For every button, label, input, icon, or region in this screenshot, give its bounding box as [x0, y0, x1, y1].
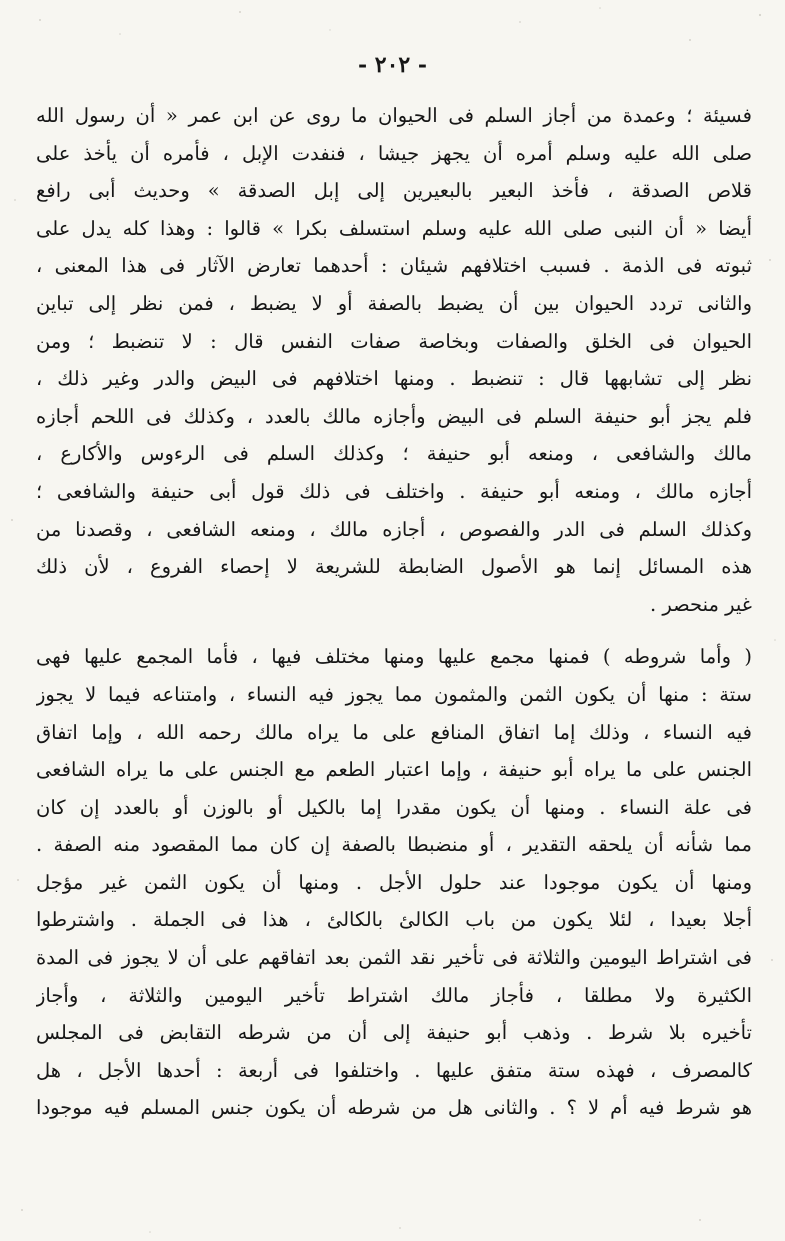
- text-line: صلى الله عليه وسلم أمره أن يجهز جيشا ، فنفدت الإبل ، فأمره أن يأخذ على: [36, 141, 752, 165]
- text-line: ومنها أن يكون موجودا عند حلول الأجل . ومنها أن يكون الثمن غير مؤجل: [36, 870, 752, 894]
- text-line: أجلا بعيدا ، لئلا يكون من باب الكالئ بالكالئ ، هذا فى الجملة . واشترطوا: [36, 908, 752, 932]
- text-line: غير منحصر .: [649, 592, 752, 616]
- text-line: فلم يجز أبو حنيفة السلم فى البيض وأجازه مالك بالعدد ، وكذلك فى اللحم أجازه: [36, 404, 752, 428]
- text-line: ( وأما شروطه ) فمنها مجمع عليها ومنها مختلف فيها ، فأما المجمع عليها فهى: [36, 645, 752, 669]
- text-line: كالمصرف ، فهذه ستة متفق عليها . واختلفوا فى أربعة : أحدها الأجل ، هل: [36, 1058, 752, 1082]
- text-line: الكثيرة ولا مطلقا ، فأجاز مالك اشتراط تأخير اليومين والثلاثة ، وأجاز: [36, 983, 752, 1007]
- paragraph-gap: [36, 623, 752, 638]
- text-line: والثانى تردد الحيوان بين أن يضبط بالصفة أو لا يضبط ، فمن نظر إلى تباين: [36, 291, 752, 315]
- text-line: وكذلك السلم فى الدر والفصوص ، أجازه مالك ، ومنعه الشافعى ، وقصدنا من: [36, 517, 752, 541]
- text-line: فى اشتراط اليومين والثلاثة فى تأخير نقد الثمن بعد اتفاقهم على أن لا يجوز فى المدة: [36, 946, 752, 970]
- text-line: الجنس على ما يراه أبو حنيفة ، وإما اعتبار الطعم مع الجنس على ما يراه الشافعى: [36, 758, 752, 782]
- text-line: تأخيره بلا شرط . وذهب أبو حنيفة إلى أن من شرطه التقابض فى المجلس: [36, 1021, 752, 1045]
- text-line: مما شأنه أن يلحقه التقدير ، أو منضبطا بالصفة إن كان مما المقصود منه الصفة .: [36, 833, 752, 857]
- text-line: قلاص الصدقة ، فأخذ البعير بالبعيرين إلى إبل الصدقة » وحديث أبى رافع: [36, 179, 752, 203]
- text-line: أجازه مالك ، ومنعه أبو حنيفة . واختلف فى ذلك قول أبى حنيفة والشافعى ؛: [36, 479, 752, 503]
- text-line: ستة : منها أن يكون الثمن والمثمون مما يجوز فيه النساء ، وامتناعه فيما لا يجوز: [36, 682, 752, 706]
- body-text: [36, 97, 752, 1127]
- text-line: هو شرط فيه أم لا ؟ . والثانى هل من شرطه أن يكون جنس المسلم فيه موجودا: [36, 1096, 752, 1120]
- text-line: ثبوته فى الذمة . فسبب اختلافهم شيئان : أحدهما تعارض الآثار فى هذا المعنى ،: [36, 254, 752, 278]
- text-line: نظر إلى تشابهها قال : تنضبط . ومنها اختلافهم فى البيض والدر وغير ذلك ،: [36, 367, 752, 391]
- text-line: فسيئة ؛ وعمدة من أجاز السلم فى الحيوان ما روى عن ابن عمر « أن رسول الله: [36, 104, 752, 127]
- text-line: فى علة النساء . ومنها أن يكون مقدرا إما بالكيل أو بالوزن أو بالعدد إن كان: [36, 795, 752, 819]
- text-line: أيضا « أن النبى صلى الله عليه وسلم استسلف بكرا » قالوا : وهذا كله يدل على: [36, 216, 752, 240]
- text-line: مالك والشافعى ، ومنعه أبو حنيفة ؛ وكذلك السلم فى الرءوس والأكارع ،: [36, 442, 752, 466]
- text-line: فيه النساء ، وذلك إما اتفاق المنافع على ما يراه مالك رحمه الله ، وإما اتفاق: [36, 720, 752, 744]
- text-line: هذه المسائل إنما هو الأصول الضابطة للشريعة لا إحصاء الفروع ، لأن ذلك: [36, 555, 752, 579]
- page-number: - ٢٠٢ -: [357, 52, 428, 78]
- text-line: الحيوان فى الخلق والصفات وبخاصة صفات النفس قال : لا تنضبط ؛ ومن: [36, 329, 752, 353]
